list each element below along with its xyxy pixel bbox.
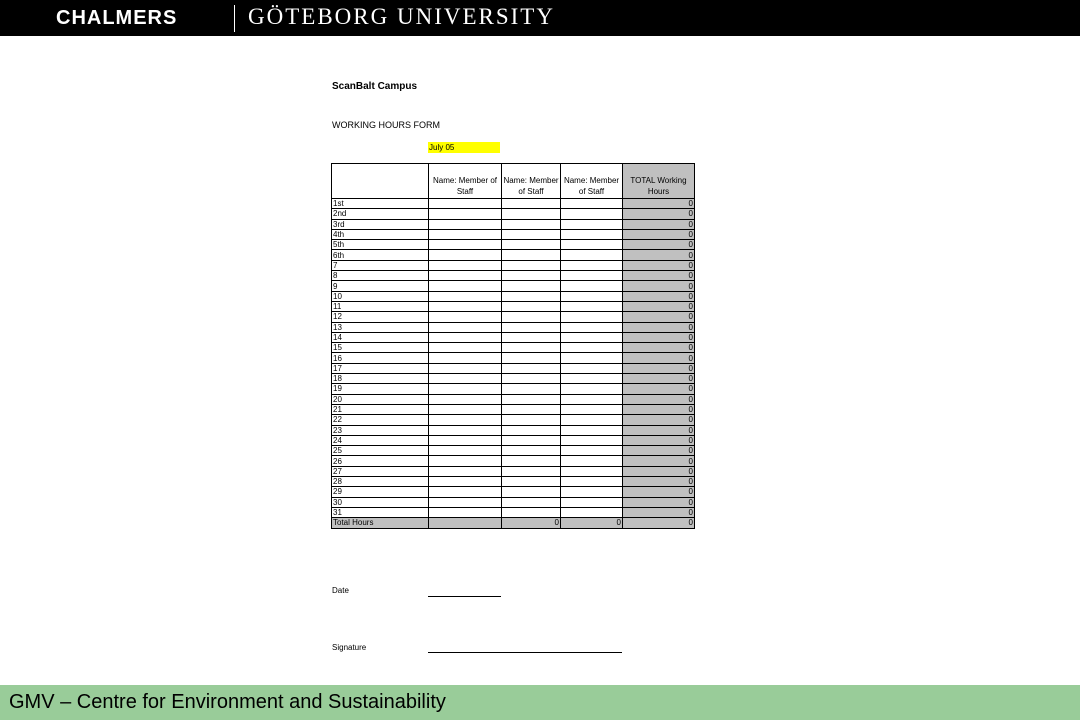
staff-2-hours-cell[interactable] [502, 229, 561, 239]
staff-2-hours-cell[interactable] [502, 291, 561, 301]
staff-3-hours-cell[interactable] [561, 425, 623, 435]
staff-1-hours-cell[interactable] [429, 229, 502, 239]
day-cell: 20 [332, 394, 429, 404]
staff-3-hours-cell[interactable] [561, 374, 623, 384]
row-total-cell: 0 [623, 363, 695, 373]
footer-bar [0, 685, 1080, 720]
staff-3-hours-cell[interactable] [561, 312, 623, 322]
staff-3-hours-cell[interactable] [561, 343, 623, 353]
totals-staff-1-cell [429, 518, 502, 528]
day-cell: 8 [332, 271, 429, 281]
row-total-cell: 0 [623, 425, 695, 435]
totals-staff-2-cell: 0 [502, 518, 561, 528]
row-total-cell: 0 [623, 487, 695, 497]
day-cell: 11 [332, 301, 429, 311]
staff-3-hours-cell[interactable] [561, 507, 623, 517]
table-row [332, 322, 695, 332]
row-total-cell: 0 [623, 435, 695, 445]
table-row [332, 374, 695, 384]
working-hours-table [331, 163, 695, 529]
staff-1-hours-cell[interactable] [429, 507, 502, 517]
row-total-cell: 0 [623, 240, 695, 250]
staff-3-hours-cell[interactable] [561, 394, 623, 404]
staff-1-hours-cell[interactable] [429, 446, 502, 456]
row-total-cell: 0 [623, 219, 695, 229]
table-row [332, 343, 695, 353]
form-title: WORKING HOURS FORM [332, 120, 440, 130]
staff-2-hours-cell[interactable] [502, 425, 561, 435]
day-cell: 9 [332, 281, 429, 291]
table-row [332, 332, 695, 342]
day-cell: 25 [332, 446, 429, 456]
staff-2-hours-cell[interactable] [502, 353, 561, 363]
staff-3-hours-cell[interactable] [561, 353, 623, 363]
day-cell: 7 [332, 260, 429, 270]
month-cell: July 05 [428, 142, 500, 153]
staff-3-hours-cell[interactable] [561, 363, 623, 373]
staff-3-hours-cell[interactable] [561, 477, 623, 487]
day-cell: 31 [332, 507, 429, 517]
staff-3-hours-cell[interactable] [561, 487, 623, 497]
staff-3-hours-cell[interactable] [561, 404, 623, 414]
staff-1-hours-cell[interactable] [429, 291, 502, 301]
staff-2-hours-cell[interactable] [502, 250, 561, 260]
day-cell: 4th [332, 229, 429, 239]
row-total-cell: 0 [623, 250, 695, 260]
staff-1-hours-cell[interactable] [429, 281, 502, 291]
staff-2-hours-cell[interactable] [502, 240, 561, 250]
table-row [332, 507, 695, 517]
staff-1-hours-cell[interactable] [429, 312, 502, 322]
staff-2-hours-cell[interactable] [502, 394, 561, 404]
staff-1-hours-cell[interactable] [429, 260, 502, 270]
staff-2-hours-cell[interactable] [502, 332, 561, 342]
table-row [332, 199, 695, 209]
staff-1-hours-cell[interactable] [429, 343, 502, 353]
day-cell: 14 [332, 332, 429, 342]
table-body [332, 199, 695, 529]
row-total-cell: 0 [623, 281, 695, 291]
header-staff-1: Name: Member of Staff [429, 164, 502, 199]
row-total-cell: 0 [623, 312, 695, 322]
day-cell: 21 [332, 404, 429, 414]
totals-staff-3-cell: 0 [561, 518, 623, 528]
table-row [332, 363, 695, 373]
header-staff-2: Name: Member of Staff [502, 164, 561, 199]
table-row [332, 394, 695, 404]
staff-1-hours-cell[interactable] [429, 415, 502, 425]
staff-1-hours-cell[interactable] [429, 466, 502, 476]
day-cell: 24 [332, 435, 429, 445]
staff-1-hours-cell[interactable] [429, 332, 502, 342]
row-total-cell: 0 [623, 291, 695, 301]
staff-1-hours-cell[interactable] [429, 404, 502, 414]
row-total-cell: 0 [623, 456, 695, 466]
day-cell: 6th [332, 250, 429, 260]
table-row [332, 435, 695, 445]
staff-2-hours-cell[interactable] [502, 435, 561, 445]
table-header-row [332, 164, 695, 199]
day-cell: 26 [332, 456, 429, 466]
day-cell: 2nd [332, 209, 429, 219]
staff-2-hours-cell[interactable] [502, 219, 561, 229]
day-cell: 27 [332, 466, 429, 476]
staff-3-hours-cell[interactable] [561, 291, 623, 301]
staff-3-hours-cell[interactable] [561, 415, 623, 425]
day-cell: 12 [332, 312, 429, 322]
staff-2-hours-cell[interactable] [502, 271, 561, 281]
header-bar [0, 0, 1080, 36]
staff-3-hours-cell[interactable] [561, 199, 623, 209]
signature-label: Signature [332, 643, 367, 652]
staff-2-hours-cell[interactable] [502, 301, 561, 311]
staff-3-hours-cell[interactable] [561, 240, 623, 250]
row-total-cell: 0 [623, 466, 695, 476]
table-row [332, 219, 695, 229]
row-total-cell: 0 [623, 353, 695, 363]
day-cell: 1st [332, 199, 429, 209]
staff-2-hours-cell[interactable] [502, 281, 561, 291]
staff-1-hours-cell[interactable] [429, 353, 502, 363]
date-line [428, 596, 501, 597]
staff-3-hours-cell[interactable] [561, 497, 623, 507]
staff-2-hours-cell[interactable] [502, 343, 561, 353]
staff-2-hours-cell[interactable] [502, 446, 561, 456]
row-total-cell: 0 [623, 507, 695, 517]
staff-2-hours-cell[interactable] [502, 322, 561, 332]
day-cell: 29 [332, 487, 429, 497]
table-row [332, 250, 695, 260]
day-cell: 30 [332, 497, 429, 507]
row-total-cell: 0 [623, 271, 695, 281]
staff-1-hours-cell[interactable] [429, 394, 502, 404]
staff-2-hours-cell[interactable] [502, 497, 561, 507]
staff-1-hours-cell[interactable] [429, 240, 502, 250]
document-title: ScanBalt Campus [332, 81, 418, 92]
row-total-cell: 0 [623, 394, 695, 404]
row-total-cell: 0 [623, 343, 695, 353]
staff-2-hours-cell[interactable] [502, 415, 561, 425]
staff-1-hours-cell[interactable] [429, 250, 502, 260]
row-total-cell: 0 [623, 209, 695, 219]
brand-divider [234, 5, 235, 32]
staff-2-hours-cell[interactable] [502, 477, 561, 487]
table-row [332, 271, 695, 281]
row-total-cell: 0 [623, 497, 695, 507]
header-staff-3: Name: Member of Staff [561, 164, 623, 199]
row-total-cell: 0 [623, 404, 695, 414]
row-total-cell: 0 [623, 415, 695, 425]
staff-3-hours-cell[interactable] [561, 219, 623, 229]
staff-3-hours-cell[interactable] [561, 281, 623, 291]
day-cell: 10 [332, 291, 429, 301]
staff-2-hours-cell[interactable] [502, 199, 561, 209]
day-cell: 15 [332, 343, 429, 353]
table-row [332, 353, 695, 363]
day-cell: 23 [332, 425, 429, 435]
day-cell: 28 [332, 477, 429, 487]
grand-total-cell: 0 [623, 518, 695, 528]
staff-3-hours-cell[interactable] [561, 209, 623, 219]
staff-3-hours-cell[interactable] [561, 301, 623, 311]
staff-2-hours-cell[interactable] [502, 507, 561, 517]
row-total-cell: 0 [623, 229, 695, 239]
table-row [332, 477, 695, 487]
staff-3-hours-cell[interactable] [561, 322, 623, 332]
table-row [332, 209, 695, 219]
staff-1-hours-cell[interactable] [429, 374, 502, 384]
day-cell: 3rd [332, 219, 429, 229]
day-cell: 18 [332, 374, 429, 384]
date-label: Date [332, 586, 349, 595]
staff-2-hours-cell[interactable] [502, 456, 561, 466]
staff-1-hours-cell[interactable] [429, 477, 502, 487]
table-row [332, 260, 695, 270]
staff-3-hours-cell[interactable] [561, 332, 623, 342]
totals-row [332, 518, 695, 528]
staff-3-hours-cell[interactable] [561, 456, 623, 466]
table-row [332, 425, 695, 435]
staff-2-hours-cell[interactable] [502, 209, 561, 219]
row-total-cell: 0 [623, 384, 695, 394]
table-row [332, 456, 695, 466]
staff-2-hours-cell[interactable] [502, 312, 561, 322]
staff-1-hours-cell[interactable] [429, 271, 502, 281]
staff-1-hours-cell[interactable] [429, 425, 502, 435]
staff-2-hours-cell[interactable] [502, 384, 561, 394]
table-row [332, 240, 695, 250]
staff-2-hours-cell[interactable] [502, 487, 561, 497]
table-row [332, 497, 695, 507]
staff-3-hours-cell[interactable] [561, 260, 623, 270]
staff-1-hours-cell[interactable] [429, 497, 502, 507]
staff-2-hours-cell[interactable] [502, 374, 561, 384]
table-row [332, 384, 695, 394]
staff-1-hours-cell[interactable] [429, 435, 502, 445]
table-row [332, 291, 695, 301]
staff-3-hours-cell[interactable] [561, 446, 623, 456]
header-total-hours: TOTAL Working Hours [623, 164, 695, 199]
table-row [332, 487, 695, 497]
row-total-cell: 0 [623, 332, 695, 342]
row-total-cell: 0 [623, 322, 695, 332]
table-row [332, 415, 695, 425]
day-cell: 22 [332, 415, 429, 425]
totals-label-cell: Total Hours [332, 518, 429, 528]
signature-line [428, 652, 622, 653]
table-row [332, 404, 695, 414]
table-row [332, 281, 695, 291]
table-row [332, 301, 695, 311]
staff-3-hours-cell[interactable] [561, 466, 623, 476]
day-cell: 17 [332, 363, 429, 373]
row-total-cell: 0 [623, 199, 695, 209]
staff-1-hours-cell[interactable] [429, 199, 502, 209]
staff-2-hours-cell[interactable] [502, 363, 561, 373]
staff-3-hours-cell[interactable] [561, 435, 623, 445]
staff-3-hours-cell[interactable] [561, 271, 623, 281]
day-cell: 13 [332, 322, 429, 332]
row-total-cell: 0 [623, 260, 695, 270]
staff-1-hours-cell[interactable] [429, 219, 502, 229]
header-day-cell [332, 164, 429, 199]
staff-1-hours-cell[interactable] [429, 209, 502, 219]
day-cell: 16 [332, 353, 429, 363]
table-row [332, 229, 695, 239]
day-cell: 19 [332, 384, 429, 394]
staff-1-hours-cell[interactable] [429, 456, 502, 466]
row-total-cell: 0 [623, 446, 695, 456]
staff-3-hours-cell[interactable] [561, 229, 623, 239]
staff-2-hours-cell[interactable] [502, 260, 561, 270]
table-row [332, 446, 695, 456]
staff-3-hours-cell[interactable] [561, 384, 623, 394]
goteborg-university-logo: GÖTEBORG UNIVERSITY [248, 4, 555, 29]
table-row [332, 312, 695, 322]
chalmers-logo: CHALMERS [56, 7, 178, 29]
row-total-cell: 0 [623, 374, 695, 384]
row-total-cell: 0 [623, 477, 695, 487]
footer-text: GMV – Centre for Environment and Sustainability [9, 691, 446, 713]
staff-1-hours-cell[interactable] [429, 384, 502, 394]
staff-3-hours-cell[interactable] [561, 250, 623, 260]
staff-2-hours-cell[interactable] [502, 466, 561, 476]
row-total-cell: 0 [623, 301, 695, 311]
staff-2-hours-cell[interactable] [502, 404, 561, 414]
day-cell: 5th [332, 240, 429, 250]
staff-1-hours-cell[interactable] [429, 301, 502, 311]
staff-1-hours-cell[interactable] [429, 487, 502, 497]
staff-1-hours-cell[interactable] [429, 363, 502, 373]
table-row [332, 466, 695, 476]
staff-1-hours-cell[interactable] [429, 322, 502, 332]
